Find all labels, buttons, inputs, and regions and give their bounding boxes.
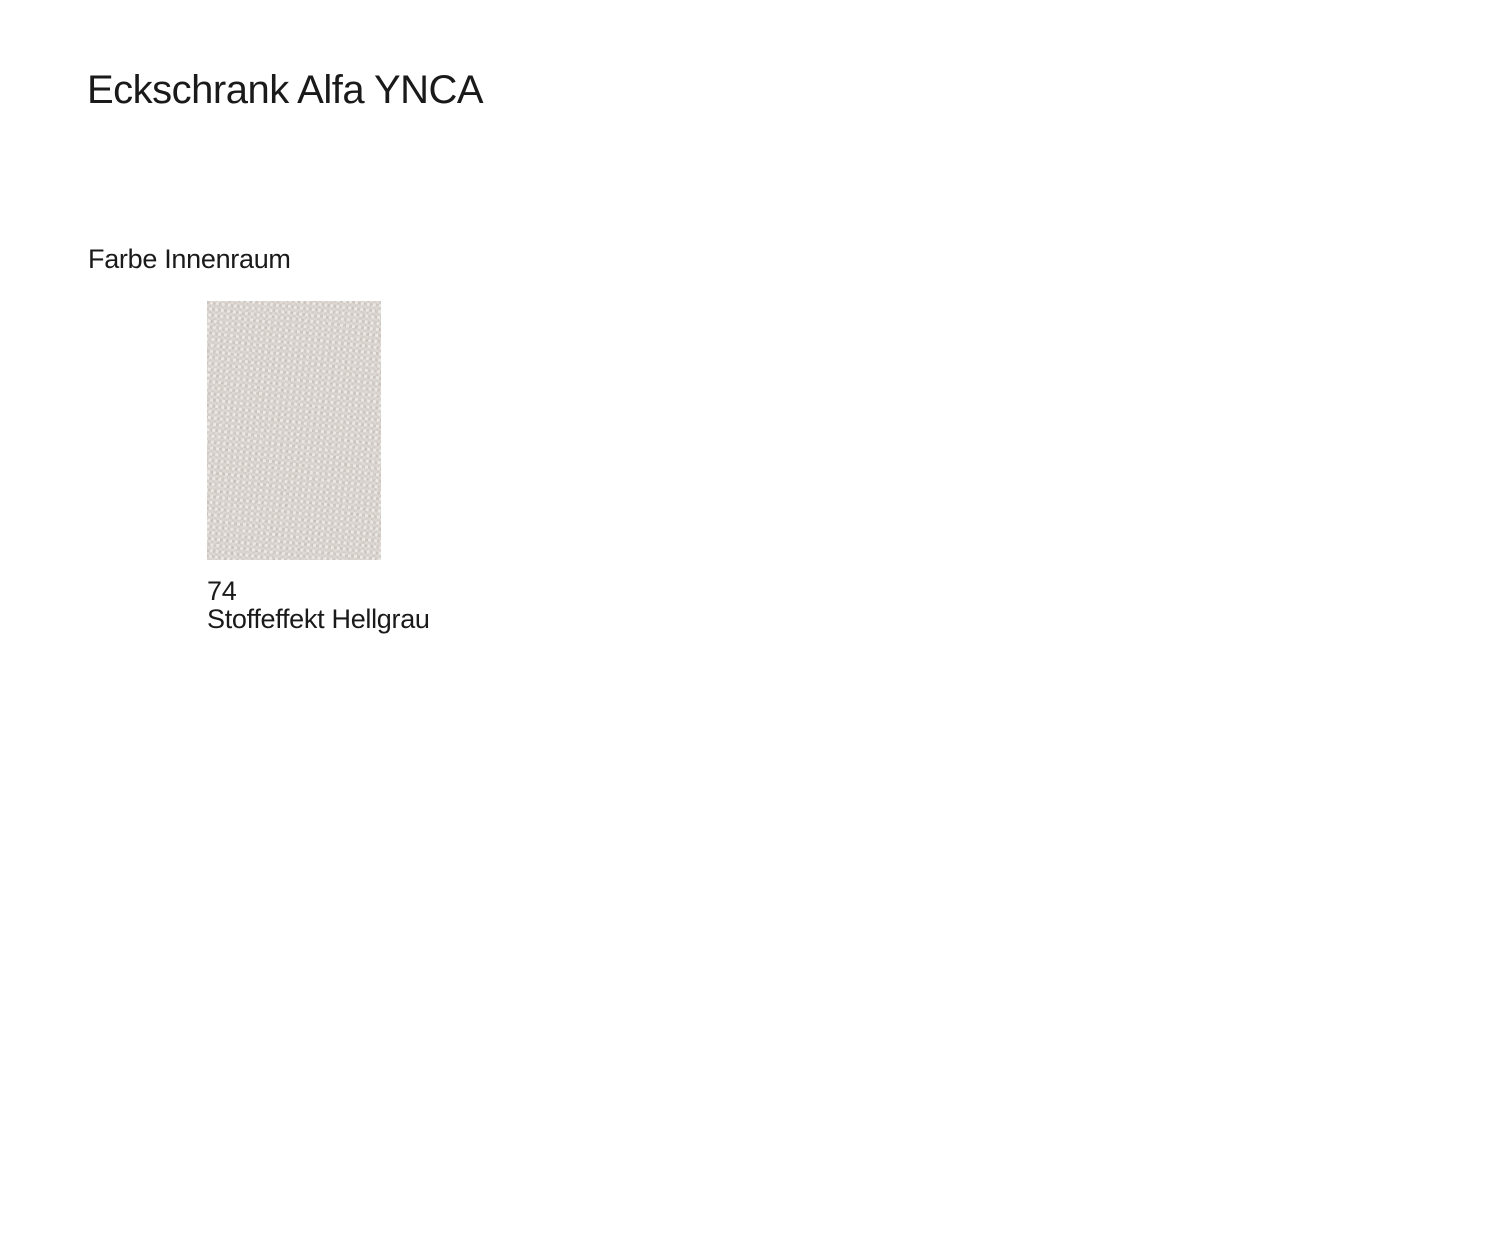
fabric-swatch-image[interactable] (207, 301, 381, 560)
color-option-tile[interactable] (207, 301, 430, 634)
swatch-name: Stoffeffekt Hellgrau (207, 604, 430, 634)
swatch-code: 74 (207, 576, 237, 606)
page-title: Eckschrank Alfa YNCA (87, 68, 484, 112)
section-label-farbe-innenraum: Farbe Innenraum (88, 244, 291, 274)
swatch-caption (207, 576, 430, 634)
